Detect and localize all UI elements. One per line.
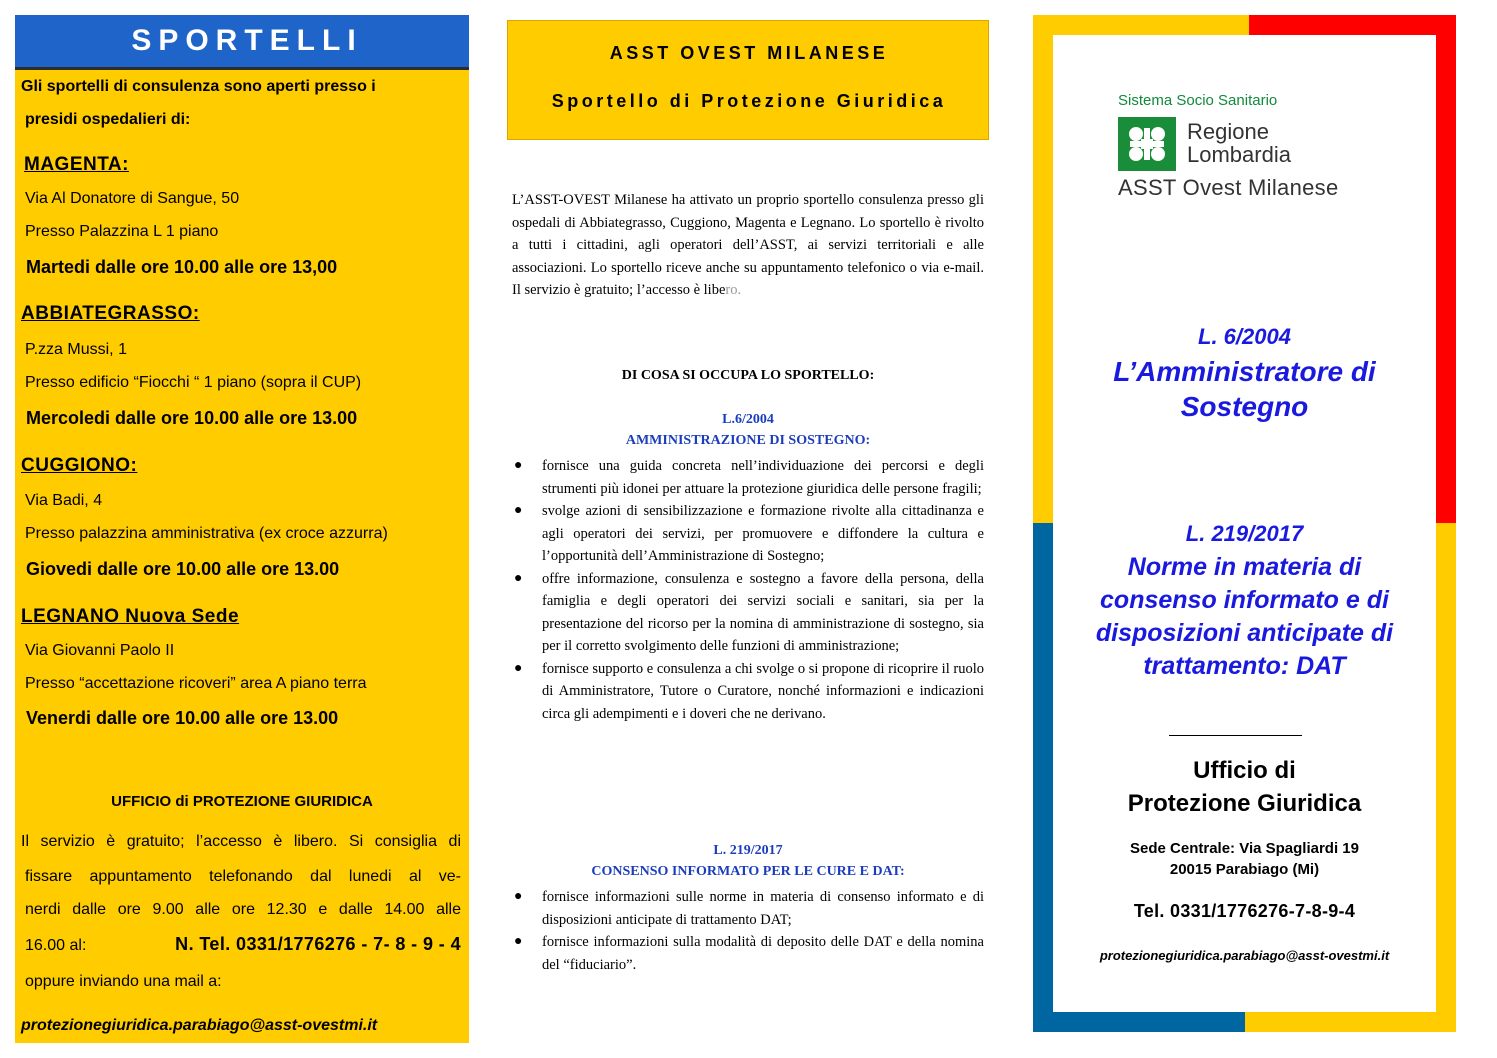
hours-abbiategrasso: Mercoledi dalle ore 10.00 alle ore 13.00: [26, 408, 358, 428]
frame-bottom-yellow: [1245, 1012, 1456, 1032]
intro-text: L’ASST-OVEST Milanese ha attivato un proprio sportello consulenza presso gli ospedali di Abbiategrasso, Cuggiono, Magenta e Legnano. Lo sportello è rivolto a tutti i cittadini, agli operatori dell’ASST, ai servizi territoriali e alle associazioni. Lo sportello riceve anche su appuntamento telefonico o via e-mail. Il servizio è gratuito; l’accesso è libe: [512, 192, 984, 298]
address-legnano: Via Giovanni Paolo II: [25, 642, 175, 659]
email-link[interactable]: protezionegiuridica.parabiago@asst-ovestmi.it: [21, 1017, 378, 1034]
law1-title-line1: L’Amministratore di: [1113, 356, 1376, 387]
sportelli-header: SPORTELLI: [15, 15, 469, 67]
office-phone[interactable]: Tel. 0331/1776276-7-8-9-4: [1133, 901, 1356, 921]
service-line-4: [25, 935, 461, 955]
frame-right-yellow: [1436, 523, 1456, 1032]
bullet-icon: ●: [514, 503, 523, 518]
city-cuggiono: CUGGIONO:: [21, 455, 138, 476]
hours-legnano: Venerdi dalle ore 10.00 alle ore 13.00: [26, 708, 339, 728]
law1-title-line2: Sostegno: [1180, 391, 1309, 422]
law2-title-line2: consenso informato e di: [1100, 586, 1389, 614]
list-item: ● fornisce informazioni sulle norme in materia di consenso informato e di disposizioni anticipate di trattamento DAT;: [512, 886, 984, 931]
bullet-icon: ●: [514, 934, 523, 949]
list-item: ● fornisce una guida concreta nell’individuazione dei percorsi e degli strumenti più idonei per attuare la protezione giuridica delle persone fragili;: [512, 455, 984, 500]
building-cuggiono: Presso palazzina amministrativa (ex croce azzurra): [25, 525, 388, 542]
intro-text-faded: ro.: [725, 282, 742, 298]
bullet-icon: ●: [514, 889, 523, 904]
section2-bullets: [512, 886, 984, 976]
law1-title: [1053, 354, 1436, 424]
office-email-link[interactable]: protezionegiuridica.parabiago@asst-ovestmi.it: [1099, 948, 1390, 963]
office-title: [1053, 754, 1436, 820]
address-abbiategrasso: P.zza Mussi, 1: [25, 341, 127, 358]
office-address-line2: 20015 Parabiago (Mi): [1169, 861, 1320, 878]
list-item: ● svolge azioni di sensibilizzazione e formazione rivolte alla cittadinanza e agli operatori dei servizi, per promuovere e diffondere la cultura e l’opportunità dell’Amministrazione di Sostegno;: [512, 500, 984, 568]
header-underline: [15, 67, 469, 70]
address-magenta: Via Al Donatore di Sangue, 50: [25, 190, 240, 207]
intro-paragraph: [512, 189, 984, 302]
city-legnano: LEGNANO Nuova Sede: [21, 606, 240, 627]
service-line-1: Il servizio è gratuito; l’accesso è libero. Si consiglia di: [21, 833, 461, 850]
office-title-line2: Protezione Giuridica: [1127, 790, 1362, 817]
intro-line-2: presidi ospedalieri di:: [25, 111, 191, 128]
sportello-subtitle: Sportello di Protezione Giuridica: [551, 91, 947, 111]
service-hours-end: 16.00 al:: [25, 937, 87, 954]
regione-lombardia-logo-icon: [1118, 117, 1176, 171]
law2-title-line1: Norme in materia di: [1127, 553, 1362, 581]
section1-bullets: [512, 455, 984, 725]
frame-top-yellow: [1033, 15, 1249, 35]
office-heading: UFFICIO di PROTEZIONE GIURIDICA: [111, 793, 373, 810]
frame-bottom-blue: [1033, 1012, 1245, 1032]
list-item: ● fornisce informazioni sulla modalità di deposito delle DAT e della nomina del “fiduciario”.: [512, 931, 984, 976]
logo-system-text: Sistema Socio Sanitario: [1118, 92, 1278, 109]
building-magenta: Presso Palazzina L 1 piano: [25, 223, 219, 240]
address-cuggiono: Via Badi, 4: [25, 492, 103, 509]
intro-line-1: Gli sportelli di consulenza sono aperti presso i: [21, 78, 376, 95]
frame-top-red: [1249, 15, 1456, 35]
phone-number[interactable]: N. Tel. 0331/1776276 - 7- 8 - 9 - 4: [175, 934, 461, 954]
hours-magenta: Martedi dalle ore 10.00 alle ore 13,00: [26, 257, 338, 277]
office-title-line1: Ufficio di: [1193, 757, 1296, 784]
logo-asst-text: ASST Ovest Milanese: [1118, 175, 1339, 200]
building-abbiategrasso: Presso edificio “Fiocchi “ 1 piano (sopra il CUP): [25, 374, 362, 391]
city-abbiategrasso: ABBIATEGRASSO:: [21, 303, 200, 324]
section2-law: L. 219/2017: [713, 843, 783, 858]
office-address-line1: Sede Centrale: Via Spagliardi 19: [1130, 840, 1359, 857]
bullet-icon: ●: [514, 458, 523, 473]
hours-cuggiono: Giovedi dalle ore 10.00 alle ore 13.00: [26, 559, 340, 579]
law2-title: [1053, 551, 1436, 683]
city-magenta: MAGENTA:: [24, 154, 129, 175]
asst-header-box: [507, 20, 989, 140]
bullet-icon: ●: [514, 570, 523, 586]
frame-left-blue: [1033, 523, 1053, 1032]
office-address: [1053, 838, 1436, 880]
list-item: ● offre informazione, consulenza e sostegno a favore della persona, della famiglia e degli operatori dei servizi sociali e sanitari, sia per la presentazione del ricorso per la nomina di amministrazione di sostegno, sia per il corretto svolgimento delle funzioni di amministrazione;: [512, 568, 984, 658]
section2-title: CONSENSO INFORMATO PER LE CURE E DAT:: [591, 864, 905, 879]
service-line-5: oppure inviando una mail a:: [25, 973, 222, 990]
what-heading: DI COSA SI OCCUPA LO SPORTELLO:: [621, 368, 875, 383]
sportelli-panel: [15, 15, 469, 1043]
law2-number: L. 219/2017: [1185, 521, 1304, 546]
frame-left-yellow: [1033, 15, 1053, 523]
logo-region-line2: Lombardia: [1187, 142, 1291, 167]
building-legnano: Presso “accettazione ricoveri” area A piano terra: [25, 675, 367, 692]
asst-title: ASST OVEST MILANESE: [609, 43, 889, 63]
bullet-icon: ●: [514, 660, 523, 676]
section1-title: AMMINISTRAZIONE DI SOSTEGNO:: [625, 433, 871, 448]
section1-law: L.6/2004: [722, 412, 774, 427]
divider: [1169, 735, 1302, 736]
logo-region-line1: Regione: [1187, 119, 1269, 144]
service-line-2: fissare appuntamento telefonando dal lunedi al ve-: [25, 868, 461, 885]
frame-right-red: [1436, 15, 1456, 523]
law2-title-line3: disposizioni anticipate di: [1095, 619, 1394, 647]
law1-number: L. 6/2004: [1198, 324, 1291, 349]
law2-title-line4: trattamento: DAT: [1143, 652, 1346, 680]
service-line-3: nerdi dalle ore 9.00 alle ore 12.30 e dalle 14.00 alle: [25, 901, 461, 918]
list-item: ● fornisce supporto e consulenza a chi svolge o si propone di ricoprire il ruolo di Amministratore, Tutore o Curatore, nonché informazioni e indicazioni circa gli adempimenti e i doveri che ne derivano.: [512, 658, 984, 726]
